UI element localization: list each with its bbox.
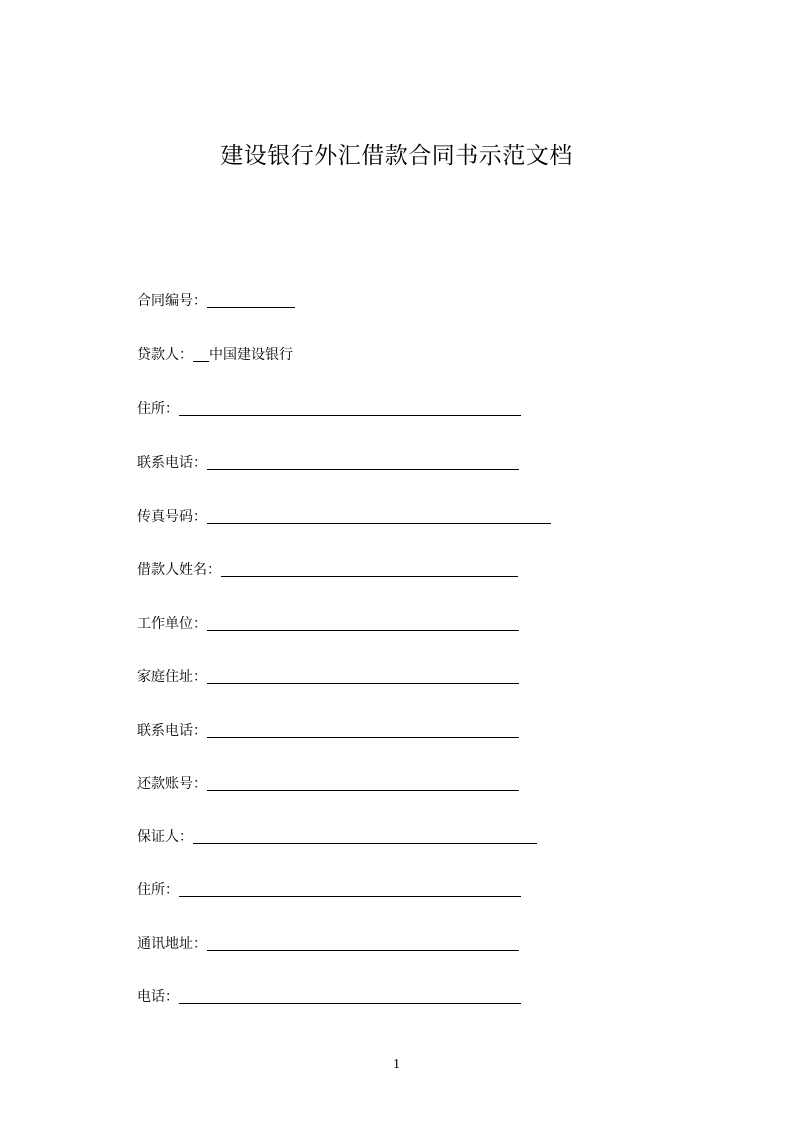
field-label: 联系电话： bbox=[137, 455, 207, 471]
fill-in-blank bbox=[207, 934, 519, 951]
fill-in-blank bbox=[179, 987, 521, 1004]
field-guarantor-phone bbox=[137, 985, 521, 1007]
field-employer bbox=[137, 612, 519, 634]
field-home-address bbox=[137, 665, 519, 687]
fill-in-blank bbox=[207, 721, 519, 738]
field-label: 住所： bbox=[137, 882, 179, 898]
fill-in-blank bbox=[207, 667, 519, 684]
field-label: 还款账号： bbox=[137, 776, 207, 792]
field-label: 工作单位： bbox=[137, 616, 207, 632]
field-label: 通讯地址： bbox=[137, 936, 207, 952]
field-guarantor bbox=[137, 825, 537, 847]
field-guarantor-address bbox=[137, 878, 521, 900]
field-borrower-phone bbox=[137, 719, 519, 741]
field-lender-phone bbox=[137, 451, 519, 473]
fill-in-blank bbox=[207, 507, 551, 524]
field-fax bbox=[137, 505, 551, 527]
page-number: 1 bbox=[393, 1057, 400, 1072]
fill-in-blank bbox=[207, 453, 519, 470]
fill-in-blank bbox=[207, 291, 295, 308]
field-label: 保证人： bbox=[137, 829, 193, 845]
lender-name: 中国建设银行 bbox=[209, 347, 293, 363]
fill-in-blank bbox=[221, 560, 518, 577]
field-contract-number bbox=[137, 289, 295, 311]
field-label: 借款人姓名： bbox=[137, 562, 221, 578]
field-label: 贷款人： bbox=[137, 347, 193, 363]
field-lender-address bbox=[137, 397, 521, 419]
fill-in-blank bbox=[179, 399, 521, 416]
fill-in-blank bbox=[207, 614, 519, 631]
fill-in-blank bbox=[193, 345, 209, 362]
field-borrower-name bbox=[137, 558, 518, 580]
field-mailing-address bbox=[137, 932, 519, 954]
field-label: 合同编号： bbox=[137, 293, 207, 309]
fill-in-blank bbox=[207, 774, 519, 791]
field-label: 联系电话： bbox=[137, 723, 207, 739]
fill-in-blank bbox=[179, 880, 521, 897]
field-label: 传真号码： bbox=[137, 509, 207, 525]
fill-in-blank bbox=[193, 827, 537, 844]
field-label: 家庭住址： bbox=[137, 669, 207, 685]
document-title: 建设银行外汇借款合同书示范文档 bbox=[220, 143, 573, 169]
field-label: 电话： bbox=[137, 989, 179, 1005]
field-lender bbox=[137, 343, 293, 365]
field-label: 住所： bbox=[137, 401, 179, 417]
field-repayment-account bbox=[137, 772, 519, 794]
